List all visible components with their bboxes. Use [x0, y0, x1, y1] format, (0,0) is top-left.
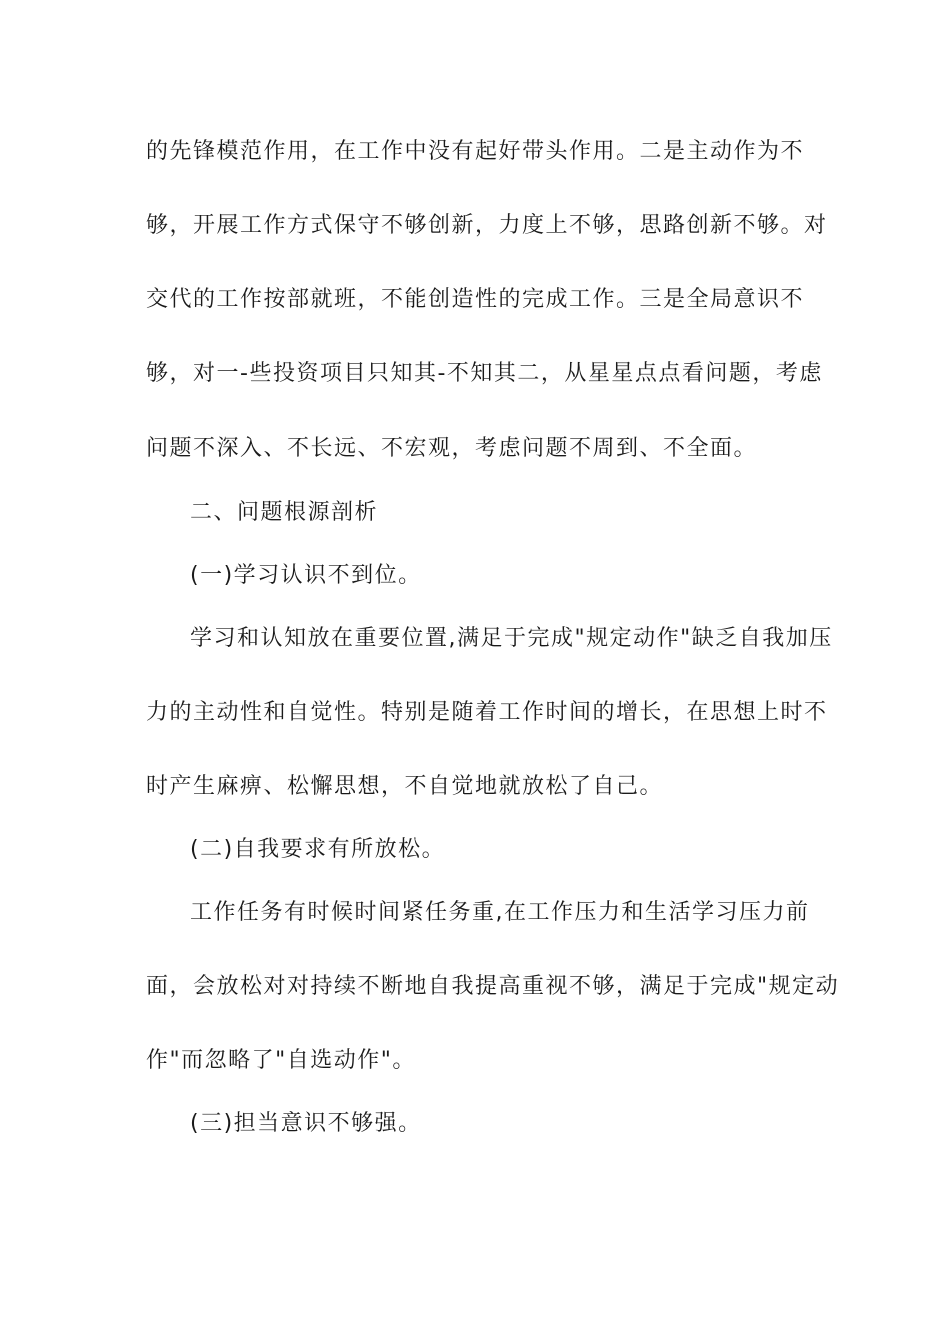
subsection-heading: (二)自我要求有所放松。 — [190, 837, 446, 862]
body-text-line: 够，开展工作方式保守不够创新，力度上不够，思路创新不够。对 — [146, 213, 828, 238]
body-text-line: 学习和认知放在重要位置,满足于完成"规定动作"缺乏自我加压 — [190, 626, 833, 651]
body-text-line: 交代的工作按部就班，不能创造性的完成工作。三是全局意识不 — [146, 287, 805, 312]
body-text-line: 的先锋模范作用，在工作中没有起好带头作用。二是主动作为不 — [146, 139, 805, 164]
body-text-line: 力的主动性和自觉性。特别是随着工作时间的增长，在思想上时不 — [146, 700, 828, 725]
body-text-line: 面，会放松对对持续不断地自我提高重视不够，满足于完成"规定动 — [146, 974, 840, 999]
body-text-line: 够，对一-些投资项目只知其-不知其二，从星星点点看问题，考虑 — [146, 361, 823, 386]
body-text-line: 作"而忽略了"自选动作"。 — [146, 1048, 416, 1073]
subsection-heading: (三)担当意识不够强。 — [190, 1111, 422, 1136]
section-heading: 二、问题根源剖析 — [190, 500, 379, 525]
subsection-heading: (一)学习认识不到位。 — [190, 563, 422, 588]
body-text-line: 时产生麻痹、松懈思想，不自觉地就放松了自己。 — [146, 774, 664, 799]
body-text-line: 问题不深入、不长远、不宏观，考虑问题不周到、不全面。 — [146, 436, 758, 461]
body-text-line: 工作任务有时候时间紧任务重,在工作压力和生活学习压力前 — [190, 900, 810, 925]
